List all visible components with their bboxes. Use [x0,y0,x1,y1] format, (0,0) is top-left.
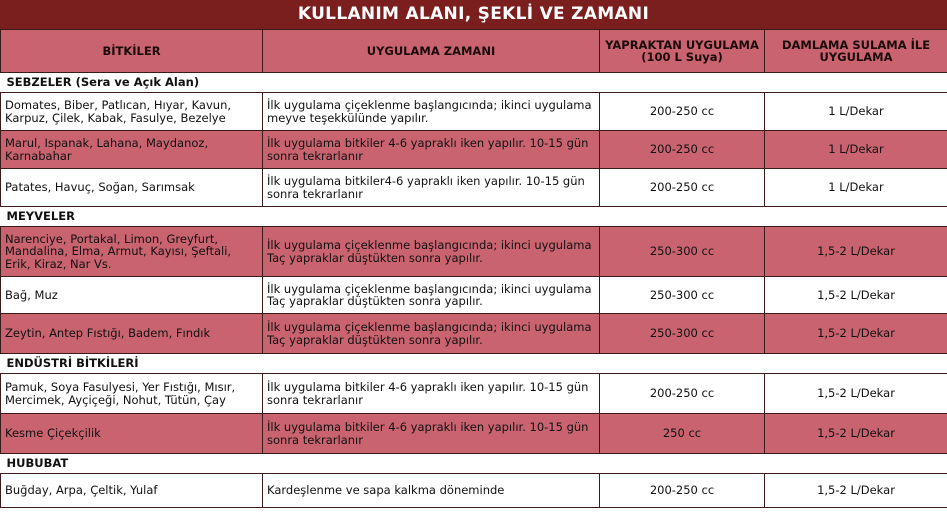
cell-yapraktan: 200-250 cc [600,169,765,207]
table-row [1,414,947,454]
table-row [1,131,947,169]
cell-zaman: İlk uygulama çiçeklenme başlangıcında; ikinci uygulama Taç yapraklar düştükten sonra yapılır. [263,314,600,354]
page-title: KULLANIM ALANI, ŞEKLİ VE ZAMANI [0,0,947,29]
section-title: ENDÜSTRİ BİTKİLERİ [1,354,947,374]
header-uygulama-zamani: UYGULAMA ZAMANI [263,30,600,73]
cell-damlama: 1,5-2 L/Dekar [765,227,947,277]
table-row [1,474,947,508]
cell-damlama: 1 L/Dekar [765,131,947,169]
cell-damlama: 1,5-2 L/Dekar [765,277,947,314]
cell-zaman: İlk uygulama bitkiler4-6 yapraklı iken yapılır. 10-15 gün sonra tekrarlanır [263,169,600,207]
cell-bitkiler: Marul, Ispanak, Lahana, Maydanoz, Karnabahar [1,131,263,169]
cell-yapraktan: 250-300 cc [600,314,765,354]
section-row [1,207,947,227]
cell-bitkiler: Zeytin, Antep Fıstığı, Badem, Fındık [1,314,263,354]
cell-damlama: 1,5-2 L/Dekar [765,374,947,414]
usage-table [0,29,947,508]
cell-zaman: İlk uygulama bitkiler 4-6 yapraklı iken yapılır. 10-15 gün sonra tekrarlanır [263,131,600,169]
table-header-row [1,30,947,73]
cell-damlama: 1,5-2 L/Dekar [765,414,947,454]
cell-yapraktan: 200-250 cc [600,93,765,131]
cell-bitkiler: Pamuk, Soya Fasulyesi, Yer Fıstığı, Mısır, Mercimek, Ayçiçeği, Nohut, Tütün, Çay [1,374,263,414]
table-row [1,169,947,207]
header-damlama: DAMLAMA SULAMA İLE UYGULAMA [765,30,947,73]
section-title: SEBZELER (Sera ve Açık Alan) [1,73,947,93]
section-title: HUBUBAT [1,454,947,474]
cell-bitkiler: Kesme Çiçekçilik [1,414,263,454]
table-row [1,374,947,414]
cell-zaman: Kardeşlenme ve sapa kalkma döneminde [263,474,600,508]
cell-bitkiler: Patates, Havuç, Soğan, Sarımsak [1,169,263,207]
cell-bitkiler: Domates, Biber, Patlıcan, Hıyar, Kavun, Karpuz, Çilek, Kabak, Fasulye, Bezelye [1,93,263,131]
cell-damlama: 1 L/Dekar [765,93,947,131]
header-bitkiler: BİTKİLER [1,30,263,73]
cell-damlama: 1 L/Dekar [765,169,947,207]
cell-damlama: 1,5-2 L/Dekar [765,314,947,354]
cell-zaman: İlk uygulama bitkiler 4-6 yapraklı iken yapılır. 10-15 gün sonra tekrarlanır [263,374,600,414]
section-row [1,73,947,93]
cell-zaman: İlk uygulama bitkiler 4-6 yapraklı iken yapılır. 10-15 gün sonra tekrarlanır [263,414,600,454]
table-row [1,93,947,131]
cell-zaman: İlk uygulama çiçeklenme başlangıcında; ikinci uygulama Taç yapraklar düştükten sonra yapılır. [263,277,600,314]
table-row [1,314,947,354]
cell-zaman: İlk uygulama çiçeklenme başlangıcında; ikinci uygulama meyve teşekkülünde yapılır. [263,93,600,131]
section-row [1,354,947,374]
cell-yapraktan: 200-250 cc [600,374,765,414]
table-row [1,277,947,314]
table-row [1,227,947,277]
header-yapraktan: YAPRAKTAN UYGULAMA (100 L Suya) [600,30,765,73]
section-row [1,454,947,474]
cell-yapraktan: 250-300 cc [600,277,765,314]
cell-bitkiler: Narenciye, Portakal, Limon, Greyfurt, Mandalina, Elma, Armut, Kayısı, Şeftali, Erik, Kiraz, Nar Vs. [1,227,263,277]
cell-bitkiler: Bağ, Muz [1,277,263,314]
cell-yapraktan: 200-250 cc [600,474,765,508]
cell-yapraktan: 250 cc [600,414,765,454]
cell-bitkiler: Buğday, Arpa, Çeltik, Yulaf [1,474,263,508]
cell-yapraktan: 250-300 cc [600,227,765,277]
cell-damlama: 1,5-2 L/Dekar [765,474,947,508]
section-title: MEYVELER [1,207,947,227]
cell-yapraktan: 200-250 cc [600,131,765,169]
cell-zaman: İlk uygulama çiçeklenme başlangıcında; ikinci uygulama Taç yapraklar düştükten sonra yapılır. [263,227,600,277]
